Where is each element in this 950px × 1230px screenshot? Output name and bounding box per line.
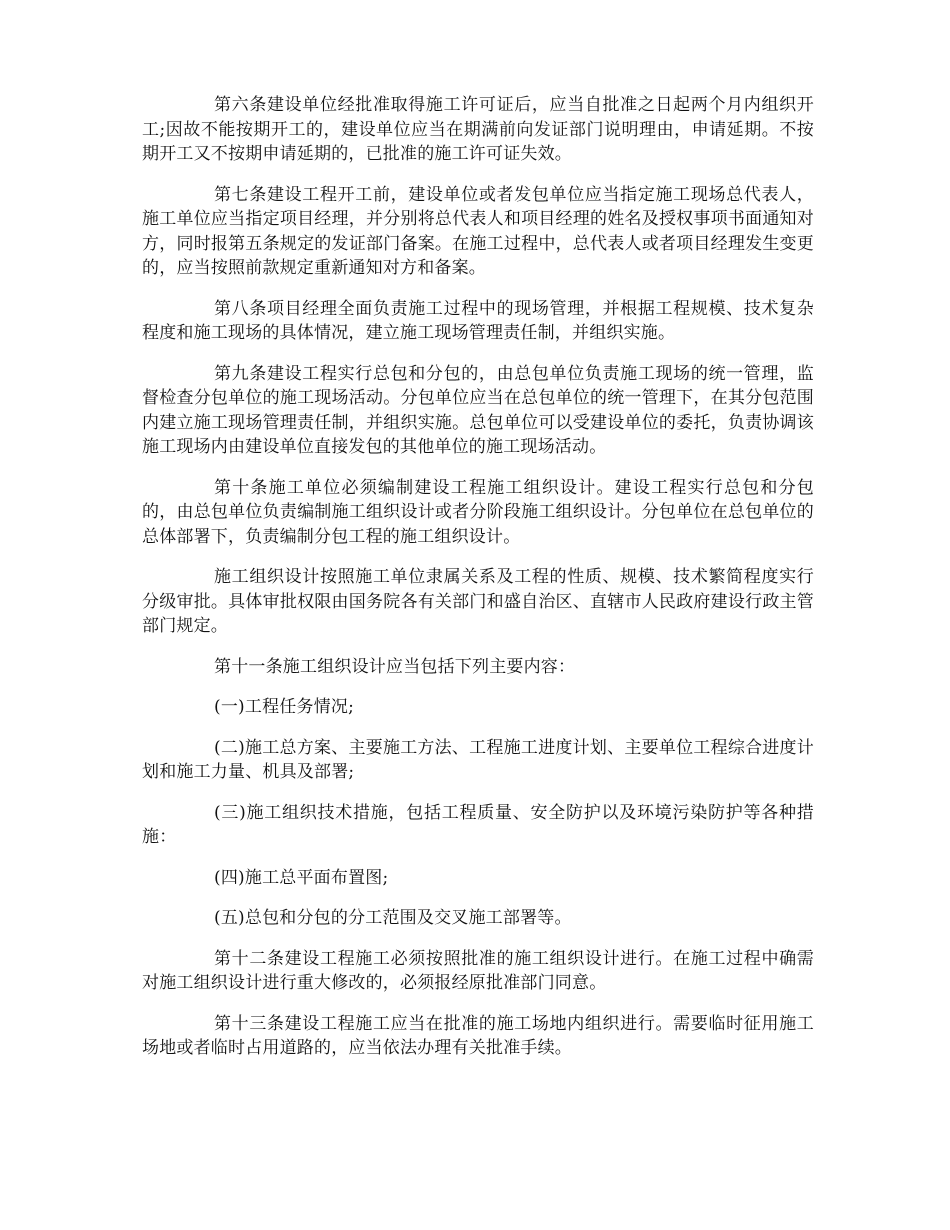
paragraph-article-10: 第十条施工单位必须编制建设工程施工组织设计。建设工程实行总包和分包的，由总包单位负责编制施工组织设计或者分阶段施工组织设计。分包单位在总包单位的总体部署下，负责编制分包工程的施工组织设计。 bbox=[142, 477, 814, 547]
list-item-1: (一)工程任务情况; bbox=[214, 697, 354, 717]
list-item-5: (五)总包和分包的分工范围及交叉施工部署等。 bbox=[214, 908, 572, 928]
paragraph-article-8: 第八条项目经理全面负责施工过程中的现场管理，并根据工程规模、技术复杂程度和施工现场的具体情况，建立施工现场管理责任制，并组织实施。 bbox=[142, 298, 814, 343]
list-item-2: (二)施工总方案、主要施工方法、工程施工进度计划、主要单位工程综合进度计划和施工力量、机具及部署; bbox=[142, 737, 814, 782]
paragraph-article-13: 第十三条建设工程施工应当在批准的施工场地内组织进行。需要临时征用施工场地或者临时占用道路的，应当依法办理有关批准手续。 bbox=[142, 1013, 814, 1058]
list-item-3: (三)施工组织技术措施，包括工程质量、安全防护以及环境污染防护等各种措施： bbox=[142, 802, 814, 847]
paragraph-article-10-approval: 施工组织设计按照施工单位隶属关系及工程的性质、规模、技术繁简程度实行分级审批。具体审批权限由国务院各有关部门和盛自治区、直辖市人民政府建设行政主管部门规定。 bbox=[142, 567, 814, 636]
paragraph-article-12: 第十二条建设工程施工必须按照批准的施工组织设计进行。在施工过程中确需对施工组织设计进行重大修改的，必须报经原批准部门同意。 bbox=[142, 948, 814, 993]
document-page bbox=[142, 93, 814, 1061]
paragraph-article-7: 第七条建设工程开工前，建设单位或者发包单位应当指定施工现场总代表人，施工单位应当指定项目经理，并分别将总代表人和项目经理的姓名及授权事项书面通知对方，同时报第五条规定的发证部门备案。在施工过程中，总代表人或者项目经理发生变更的，应当按照前款规定重新通知对方和备案。 bbox=[142, 184, 814, 278]
paragraph-article-6: 第六条建设单位经批准取得施工许可证后，应当自批准之日起两个月内组织开工;因故不能按期开工的，建设单位应当在期满前向发证部门说明理由，申请延期。不按期开工又不按期申请延期的，已批准的施工许可证失效。 bbox=[142, 95, 814, 164]
paragraph-article-11: 第十一条施工组织设计应当包括下列主要内容： bbox=[214, 656, 576, 677]
paragraph-article-9: 第九条建设工程实行总包和分包的，由总包单位负责施工现场的统一管理，监督检查分包单位的施工现场活动。分包单位应当在总包单位的统一管理下，在其分包范围内建立施工现场管理责任制，并组织实施。总包单位可以受建设单位的委托，负责协调该施工现场内由建设单位直接发包的其他单位的施工现场活动。 bbox=[142, 363, 814, 457]
list-item-4: (四)施工总平面布置图; bbox=[214, 867, 389, 888]
